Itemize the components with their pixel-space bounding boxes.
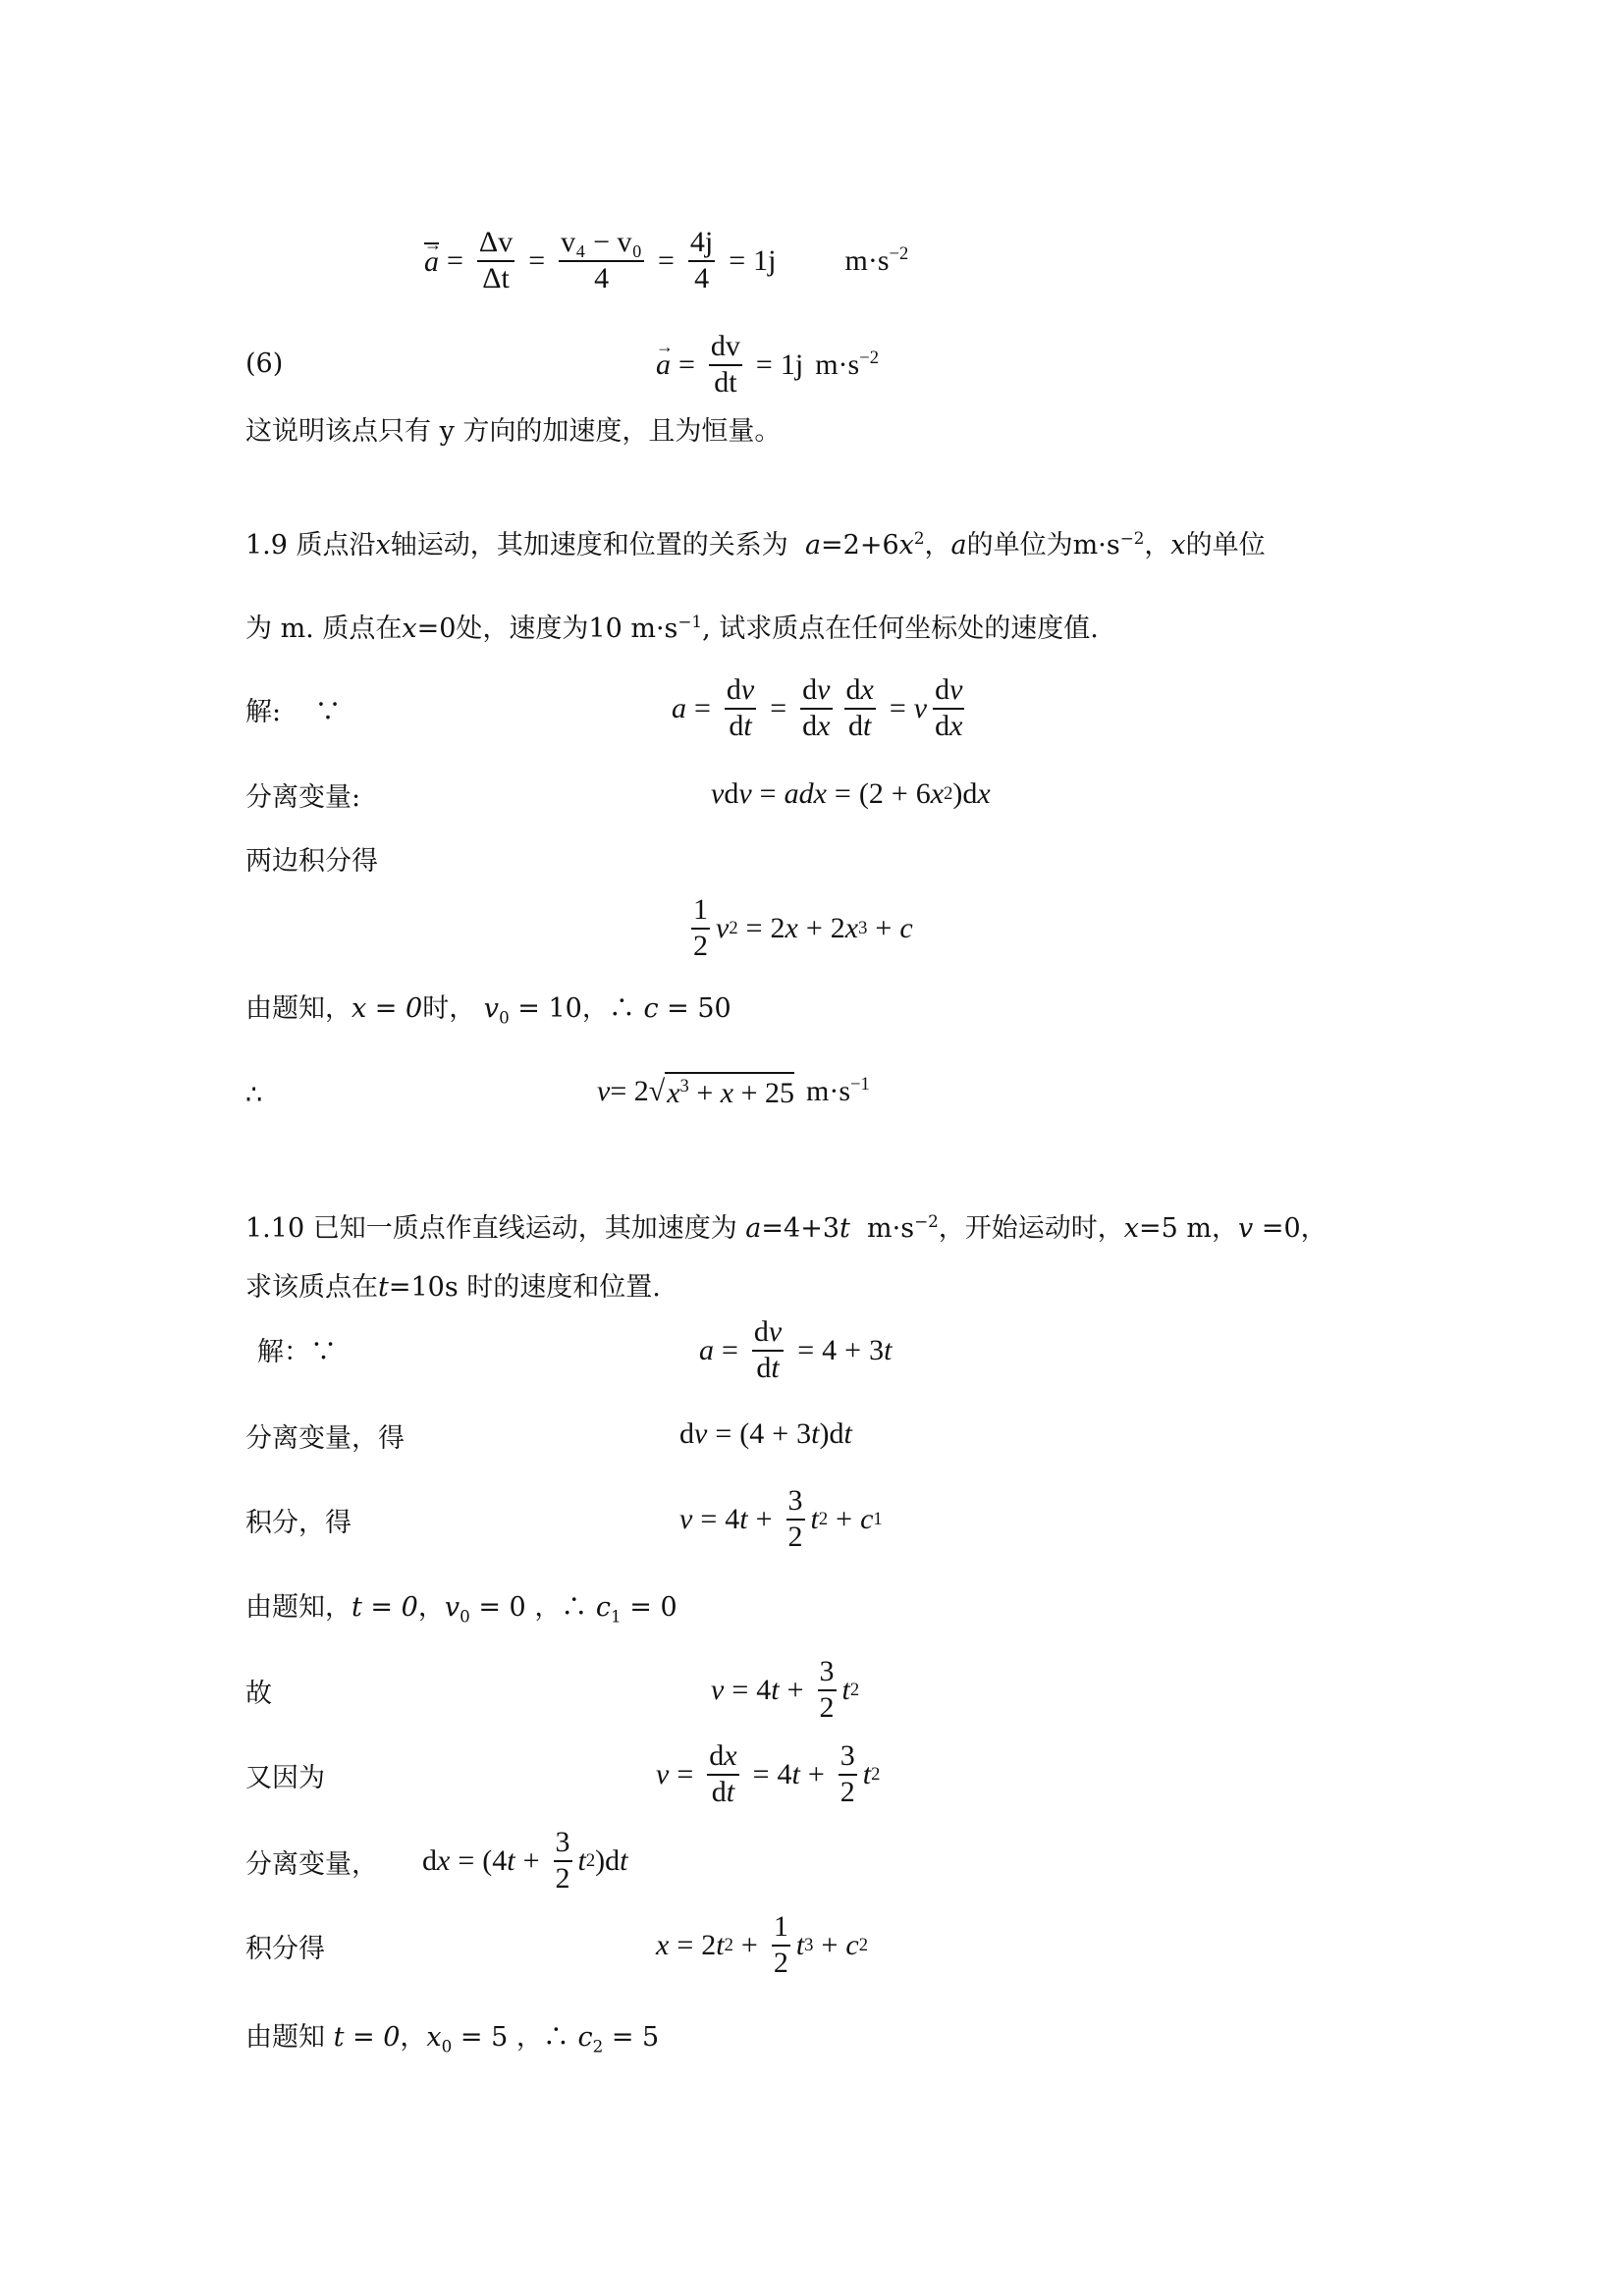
condition-1-10-a: 由题知，t = 0，$v_0 = 0$ ，∴ $c_1 = 0$: [245, 1592, 677, 1627]
velocity-integral-equation: v = 4 t + $\frac{3}{2}$ t 2 + c 1: [679, 1484, 883, 1553]
velocity-result-equation: v = 2 √ $x^3 + x + 25$ $m\cdot s^{-1}$: [597, 1074, 870, 1109]
condition-1-9: 由题知，x = 0时， $v_0 = 10$，∴ c = 50: [245, 993, 731, 1028]
conclusion-note: 这说明该点只有 y 方向的加速度，且为恒量。: [245, 416, 782, 447]
acceleration-def-equation: a = $\frac{dv}{dt}$ = 4 + 3 t: [699, 1315, 893, 1384]
integrated-equation: $\frac{1}{2}$ v 2 = 2 x + 2 x 3 + c: [693, 893, 913, 962]
avg-acc-result: 1j: [753, 243, 777, 277]
solve-label-1-10: 解：∵: [257, 1337, 337, 1367]
fraction-4j-over-4: $\frac{4j}{4}$: [689, 226, 714, 294]
velocity-function-equation: v = 4 t + $\frac{3}{2}$ t 2: [711, 1655, 860, 1724]
position-integral-equation: x = 2 t 2 + $\frac{1}{2}$ t 3 + c 2: [656, 1910, 868, 1979]
integrate-label-1-10: 积分，得: [245, 1508, 352, 1538]
separate-label-1-10-b: 分离变量，: [245, 1849, 378, 1880]
separated-equation-1-10: d v = (4 + 3 t )d t: [679, 1417, 852, 1450]
avg-acceleration-equation: → a = $\frac{\Delta v}{\Delta t}$ = $\frac{\text{v₄ − v₀}}{4}$ = $\frac{4j}{4}$ = 1j $m\cdot s^{-2}$: [424, 226, 908, 295]
fraction-delta-v-over-delta-t: $\frac{\Delta v}{\Delta t}$: [478, 226, 514, 294]
fraction-dv-over-dt: $\frac{dv}{dt}$: [710, 330, 740, 399]
separated-equation: v d v = adx = (2 + 6 x 2 )d x: [711, 777, 991, 810]
item-6-label: (6): [245, 348, 284, 379]
therefore-symbol: ∴: [245, 1080, 263, 1110]
fraction-v4-minus-v0: $\frac{\text{v₄ − v₀}}{4}$: [561, 226, 642, 294]
dx-dt-equation: v = $\frac{dx}{dt}$ = 4 t + $\frac{3}{2}$ t 2: [656, 1739, 881, 1808]
separate-variables-label: 分离变量:: [245, 782, 361, 813]
dx-separated-equation: d x = (4 t + $\frac{3}{2}$ t 2 )d t: [422, 1826, 628, 1895]
unit-vel: $m\cdot s^{-1}$: [806, 1074, 870, 1107]
integrate-label: 两边积分得: [245, 846, 378, 877]
chain-rule-equation: a = $\frac{dv}{dt}$ = $\frac{dv}{dx}$ $\frac{dx}{dt}$ = v $\frac{dv}{dx}$: [672, 673, 963, 742]
sqrt-expression: $x^3 + x + 25$: [665, 1072, 794, 1110]
problem-1-10-line1: 1.10 已知一质点作直线运动，其加速度为 a=4+3t $m\cdot s^{-2}$，开始运动时，x=5 m，v =0，: [245, 1211, 1327, 1244]
so-label: 故: [245, 1679, 272, 1709]
a-bar-symbol: → a: [424, 242, 439, 279]
problem-1-10-line2: 求该质点在t=10s 时的速度和位置.: [245, 1272, 661, 1303]
problem-1-9-line1: 1.9 质点沿x轴运动，其加速度和位置的关系为 $a=2+6x^2$，a的单位为$m\cdot s^{-2}$，x的单位: [245, 528, 1266, 561]
unit-acc: $m\cdot s^{-2}$: [844, 243, 909, 277]
integrate-label-1-10-b: 积分得: [245, 1934, 325, 1964]
condition-1-10-b: 由题知 t = 0，$x_0 = 5$ ，∴ $c_2 = 5$: [245, 2022, 660, 2056]
solve-label-1-9: 解: ∵: [245, 697, 342, 727]
problem-1-9-line2: 为 m. 质点在x=0处，速度为10 $m\cdot s^{-1}$, 试求质点在任何坐标处的速度值.: [245, 612, 1099, 644]
instant-acceleration-equation: → a = $\frac{dv}{dt}$ = 1j $m\cdot s^{-2}$: [656, 330, 879, 400]
unit-acc-2: $m\cdot s^{-2}$: [815, 347, 880, 381]
again-label: 又因为: [245, 1763, 325, 1793]
separate-label-1-10: 分离变量，得: [245, 1423, 405, 1454]
